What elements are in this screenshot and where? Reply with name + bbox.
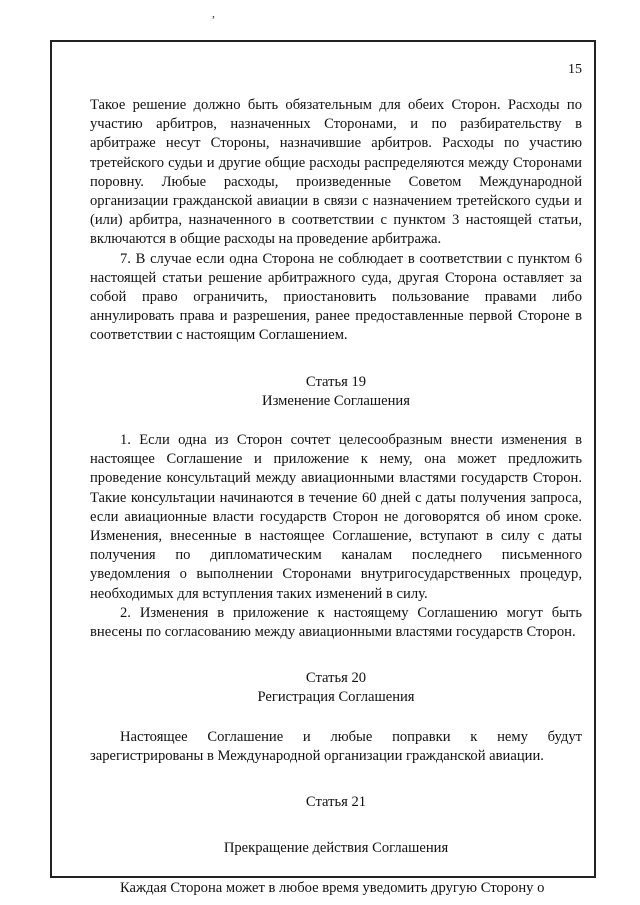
article-20-paragraph-1: Настоящее Соглашение и любые поправки к нему будут зарегистрированы в Международной организации гражданской авиации. [90, 728, 582, 764]
article-19-paragraph-1: 1. Если одна из Сторон сочтет целесообразным внести изменения в настоящее Соглашение и приложение к нему, она может предложить проведение консультаций между авиационными властями государств Сторон. Такие консультации начинаются в течение 60 дней с даты получения запроса, если авиационные власти государств Сторон не договорятся об ином сроке. Изменения, внесенные в настоящее Соглашение, вступают в силу с даты получения по дипломатическим каналам последнего письменного уведомления о выполнении Сторонами внутригосударственных процедур, необходимых для вступления таких изменений в силу. [90, 432, 582, 602]
article-19-title: Изменение Соглашения [262, 392, 410, 409]
article-21-number: Статья 21 [305, 794, 367, 811]
article-19-number: Статья 19 [305, 373, 367, 390]
scan-mark: , [212, 6, 215, 20]
article-20-title: Регистрация Соглашения [257, 689, 415, 706]
article-21-title: Прекращение действия Соглашения [223, 840, 449, 857]
page-number: 15 [568, 62, 582, 77]
paragraph-item-7: 7. В случае если одна Сторона не соблюдает в соответствии с пунктом 6 настоящей статьи решение арбитражного суда, другая Сторона оставляет за собой право ограничить, приостановить пользование правами либо аннулировать права и разрешения, ранее предоставленные первой Стороне в соответствии с настоящим Соглашением. [90, 250, 582, 344]
paragraph-arbitration-costs: Такое решение должно быть обязательным для обеих Сторон. Расходы по участию арбитров, назначенных Сторонами, и по разбирательству в арбитраже несут Стороны, назначившие арбитров. Расходы по участию третейского судьи и другие общие расходы распределяются между Сторонами поровну. Любые расходы, произведенные Советом Международной организации гражданской авиации в связи с назначением третейского судьи и (или) арбитра, назначенного в соответствии с пунктом 3 настоящей статьи, включаются в общие расходы на проведение арбитража. [90, 97, 582, 248]
document-body [90, 96, 582, 898]
article-20-number: Статья 20 [305, 670, 367, 687]
article-19-paragraph-2: 2. Изменения в приложение к настоящему Соглашению могут быть внесены по согласованию между авиационными властями государств Сторон. [90, 604, 582, 641]
article-21-paragraph-1: Каждая Сторона может в любое время уведомить другую Сторону о [120, 879, 545, 896]
